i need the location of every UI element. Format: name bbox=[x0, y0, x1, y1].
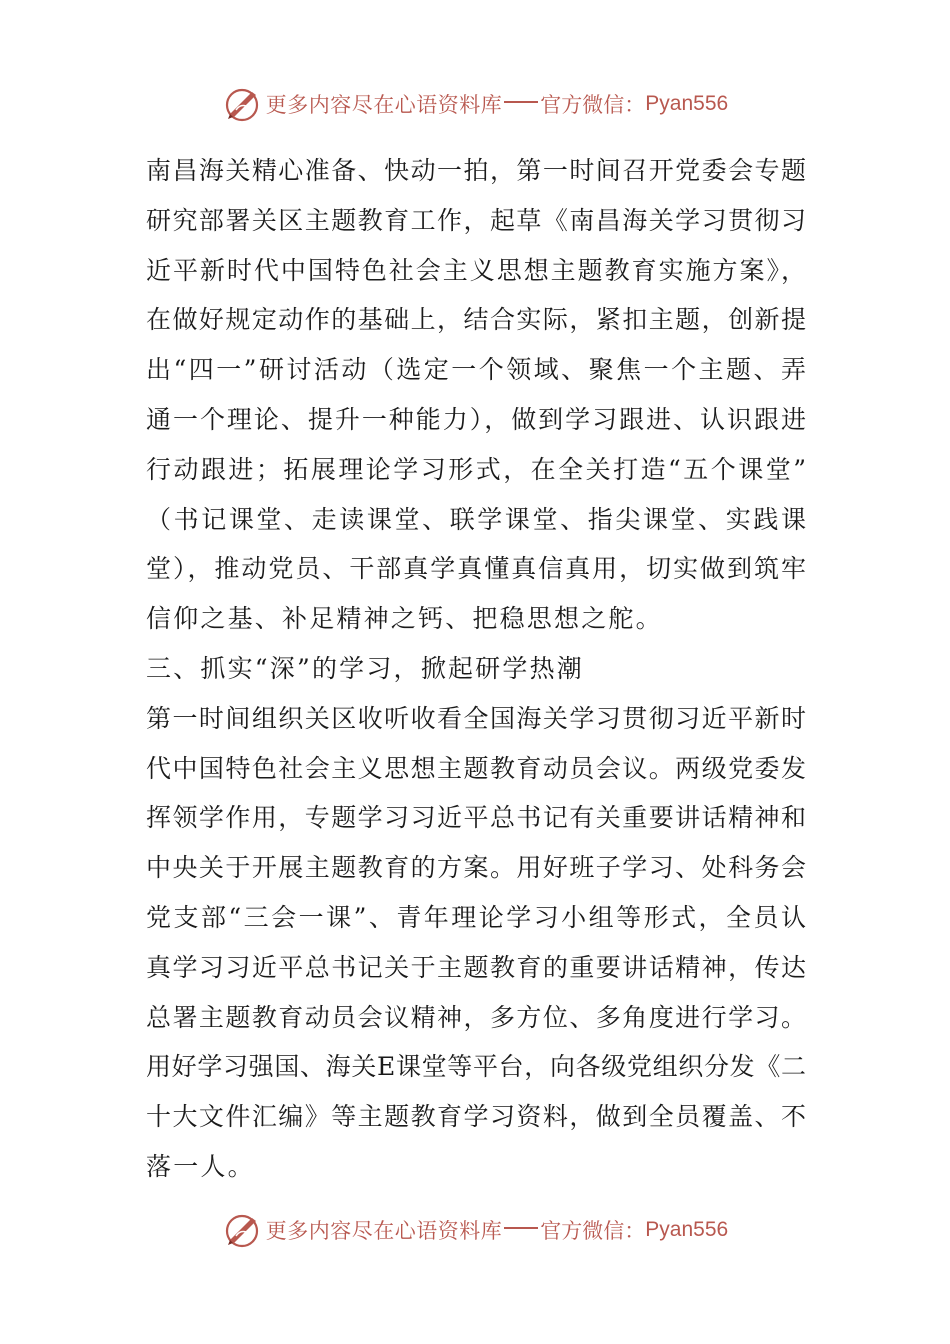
text-line: 近平新时代中国特色社会主义思想主题教育实施方案》， bbox=[146, 255, 806, 285]
text-line: 中央关于开展主题教育的方案。用好班子学习、处科务会 bbox=[146, 853, 806, 883]
text-line: 堂），推动党员、干部真学真懂真信真用，切实做到筑牢 bbox=[146, 554, 806, 584]
text-line: （书记课堂、走读课堂、联学课堂、指尖课堂、实践课 bbox=[146, 504, 806, 534]
text-line: 落一人。 bbox=[146, 1151, 255, 1181]
document-body bbox=[146, 146, 806, 1192]
text-line: 信仰之基、补足精神之钙、把稳思想之舵。 bbox=[146, 604, 663, 634]
text-line: 第一时间组织关区收听收看全国海关学习贯彻习近平新时 bbox=[146, 703, 806, 733]
text-line: 通一个理论、提升一种能力），做到学习跟进、认识跟进 bbox=[146, 404, 806, 434]
text-line: 代中国特色社会主义思想主题教育动员会议。两级党委发 bbox=[146, 753, 806, 783]
text-line: 在做好规定动作的基础上，结合实际，紧扣主题，创新提 bbox=[146, 305, 806, 335]
watermark-dash bbox=[504, 1227, 538, 1229]
text-line: 行动跟进；拓展理论学习形式，在全关打造“五个课堂” bbox=[146, 454, 806, 484]
text-line: 党支部“三会一课”、青年理论学习小组等形式，全员认 bbox=[146, 902, 806, 932]
wechat-id: Pyan556 bbox=[645, 1218, 729, 1241]
section-heading: 三、抓实“深”的学习，掀起研学热潮 bbox=[146, 653, 584, 683]
text-line: 出“四一”研讨活动（选定一个领域、聚焦一个主题、弄 bbox=[146, 355, 806, 385]
wechat-label: 官方微信： bbox=[540, 93, 646, 117]
text-line: 南昌海关精心准备、快动一拍，第一时间召开党委会专题 bbox=[146, 156, 806, 185]
header-watermark-banner bbox=[0, 82, 950, 126]
text-line: 挥领学作用，专题学习习近平总书记有关重要讲话精神和 bbox=[146, 803, 806, 833]
watermark-text: 更多内容尽在心语资料库 bbox=[265, 93, 503, 117]
footer-watermark-banner bbox=[0, 1208, 950, 1252]
pen-logo-icon bbox=[222, 84, 262, 124]
text-line: 十大文件汇编》等主题教育学习资料，做到全员覆盖、不 bbox=[146, 1102, 806, 1132]
text-line: 用好学习强国、海关E课堂等平台，向各级党组织分发《二 bbox=[146, 1052, 806, 1082]
text-line: 真学习习近平总书记关于主题教育的重要讲话精神，传达 bbox=[146, 952, 806, 982]
watermark-dash bbox=[504, 101, 538, 103]
pen-logo-icon bbox=[222, 1210, 262, 1250]
text-line: 研究部署关区主题教育工作，起草《南昌海关学习贯彻习 bbox=[146, 205, 806, 235]
watermark-text: 更多内容尽在心语资料库 bbox=[265, 1219, 503, 1243]
wechat-label: 官方微信： bbox=[540, 1219, 646, 1243]
wechat-id: Pyan556 bbox=[645, 92, 729, 115]
text-line: 总署主题教育动员会议精神，多方位、多角度进行学习。 bbox=[146, 1002, 806, 1032]
